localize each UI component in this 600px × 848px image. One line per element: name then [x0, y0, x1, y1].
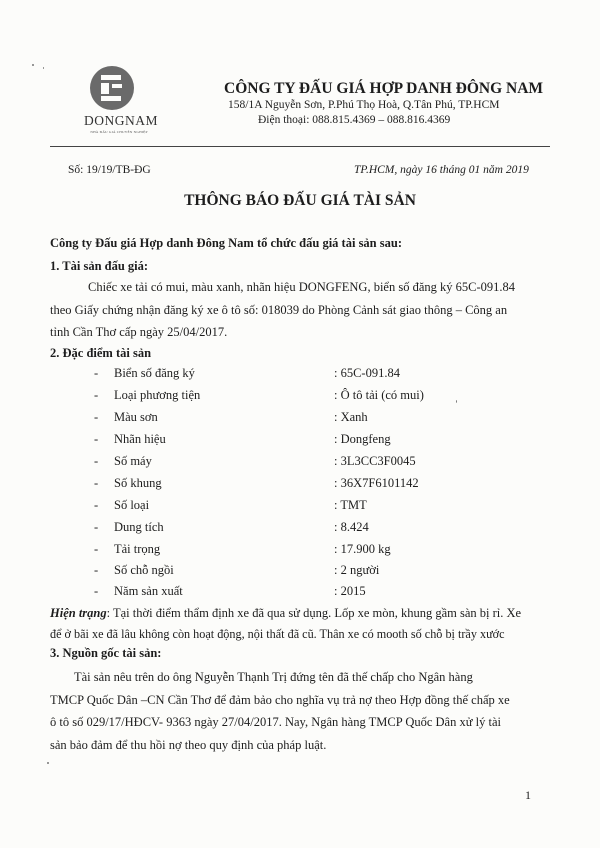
spec-row [0, 541, 600, 563]
spec-bullet: - [94, 410, 99, 424]
spec-bullet: - [94, 542, 99, 556]
spec-label: Số chỗ ngồi [114, 563, 174, 577]
scan-speck [32, 64, 34, 66]
company-phone: Điện thoại: 088.815.4369 – 088.816.4369 [258, 114, 451, 126]
condition-text: để ở bãi xe đã lâu không còn hoạt động, nội thất đã cũ. Thân xe có mooth số chỗ bị trầy xước [50, 627, 505, 641]
condition-text: : Tại thời điểm thẩm định xe đã qua sử dụng. Lốp xe mòn, khung gầm sàn bị rỉ. Xe [106, 606, 522, 620]
section-3-line: ô tô số 029/17/HĐCV- 9363 ngày 27/04/2017. Nay, Ngân hàng TMCP Quốc Dân xử lý tài [50, 715, 501, 729]
section-2-heading: 2. Đặc điểm tài sản [50, 346, 152, 360]
spec-bullet: - [94, 520, 99, 534]
spec-row [0, 519, 600, 541]
document-date: TP.HCM, ngày 16 tháng 01 năm 2019 [354, 164, 529, 176]
logo-wordmark: DONGNAM [84, 113, 158, 128]
spec-bullet: - [94, 454, 99, 468]
scan-speck [43, 67, 44, 69]
spec-row [0, 497, 600, 519]
spec-bullet: - [94, 432, 99, 446]
spec-row [0, 387, 600, 409]
spec-label: Loại phương tiện [114, 388, 201, 402]
dongnam-logo-icon [88, 64, 136, 112]
spec-row [0, 409, 600, 431]
header-divider [50, 146, 550, 147]
spec-bullet: - [94, 584, 99, 598]
condition-label: Hiện trạng [50, 606, 107, 620]
spec-label: Màu sơn [114, 410, 158, 424]
spec-bullet: - [94, 476, 99, 490]
company-name: CÔNG TY ĐẤU GIÁ HỢP DANH ĐÔNG NAM [224, 80, 544, 97]
spec-value: : 65C-091.84 [334, 366, 400, 380]
section-1-line: Chiếc xe tải có mui, màu xanh, nhãn hiệu DONGFENG, biển số đăng ký 65C-091.84 [88, 280, 516, 294]
spec-value: : 3L3CC3F0045 [334, 454, 416, 468]
spec-row [0, 453, 600, 475]
scan-speck [47, 762, 49, 764]
scan-speck [456, 400, 457, 403]
spec-row [0, 365, 600, 387]
logo-tagline: NHÀ ĐẤU GIÁ CHUYÊN NGHIỆP [90, 130, 148, 134]
spec-row [0, 562, 600, 584]
section-3-line: sản bảo đảm để thu hồi nợ theo quy định của pháp luật. [50, 737, 327, 752]
spec-label: Số khung [114, 476, 162, 490]
company-address: 158/1A Nguyễn Sơn, P.Phú Thọ Hoà, Q.Tân Phú, TP.HCM [228, 99, 500, 111]
intro-statement: Công ty Đấu giá Hợp danh Đông Nam tổ chức đấu giá tài sản sau: [50, 236, 402, 250]
spec-bullet: - [94, 388, 99, 402]
spec-value: : Dongfeng [334, 432, 391, 446]
document-reference: Số: 19/19/TB-ĐG [68, 164, 151, 176]
section-1-heading: 1. Tài sản đấu giá: [50, 259, 149, 273]
spec-value: : 8.424 [334, 520, 369, 534]
spec-label: Số máy [114, 454, 152, 468]
spec-value: : Ô tô tải (có mui) [334, 388, 424, 402]
spec-label: Tải trọng [114, 542, 161, 556]
spec-row [0, 583, 600, 605]
spec-label: Biển số đăng ký [114, 366, 195, 380]
spec-bullet: - [94, 563, 99, 577]
spec-row [0, 475, 600, 497]
spec-bullet: - [94, 366, 99, 380]
spec-label: Nhãn hiệu [114, 432, 166, 446]
spec-value: : 36X7F6101142 [334, 476, 419, 490]
page-number: 1 [525, 788, 531, 802]
section-1-body [50, 276, 550, 344]
spec-label: Số loại [114, 498, 150, 512]
spec-label: Dung tích [114, 520, 164, 534]
section-3-body [50, 666, 550, 756]
document-title: THÔNG BÁO ĐẤU GIÁ TÀI SẢN [184, 192, 416, 209]
spec-value: : 2 người [334, 563, 380, 577]
spec-value: : TMT [334, 498, 367, 512]
spec-row [0, 431, 600, 453]
section-1-line: theo Giấy chứng nhận đăng ký xe ô tô số: 018039 do Phòng Cảnh sát giao thông – Công an [50, 302, 508, 317]
section-1-line: tỉnh Cần Thơ cấp ngày 25/04/2017. [50, 325, 228, 339]
section-3-heading: 3. Nguồn gốc tài sản: [50, 646, 162, 660]
spec-label: Năm sản xuất [114, 584, 183, 598]
section-3-line: TMCP Quốc Dân –CN Cần Thơ để đảm bảo cho nghĩa vụ trả nợ theo Hợp đồng thế chấp xe [50, 692, 510, 707]
spec-value: : Xanh [334, 410, 368, 424]
asset-condition [50, 603, 550, 645]
spec-bullet: - [94, 498, 99, 512]
spec-value: : 2015 [334, 584, 366, 598]
spec-value: : 17.900 kg [334, 542, 391, 556]
section-3-line: Tài sản nêu trên do ông Nguyễn Thạnh Trị đứng tên đã thế chấp cho Ngân hàng [74, 670, 473, 684]
